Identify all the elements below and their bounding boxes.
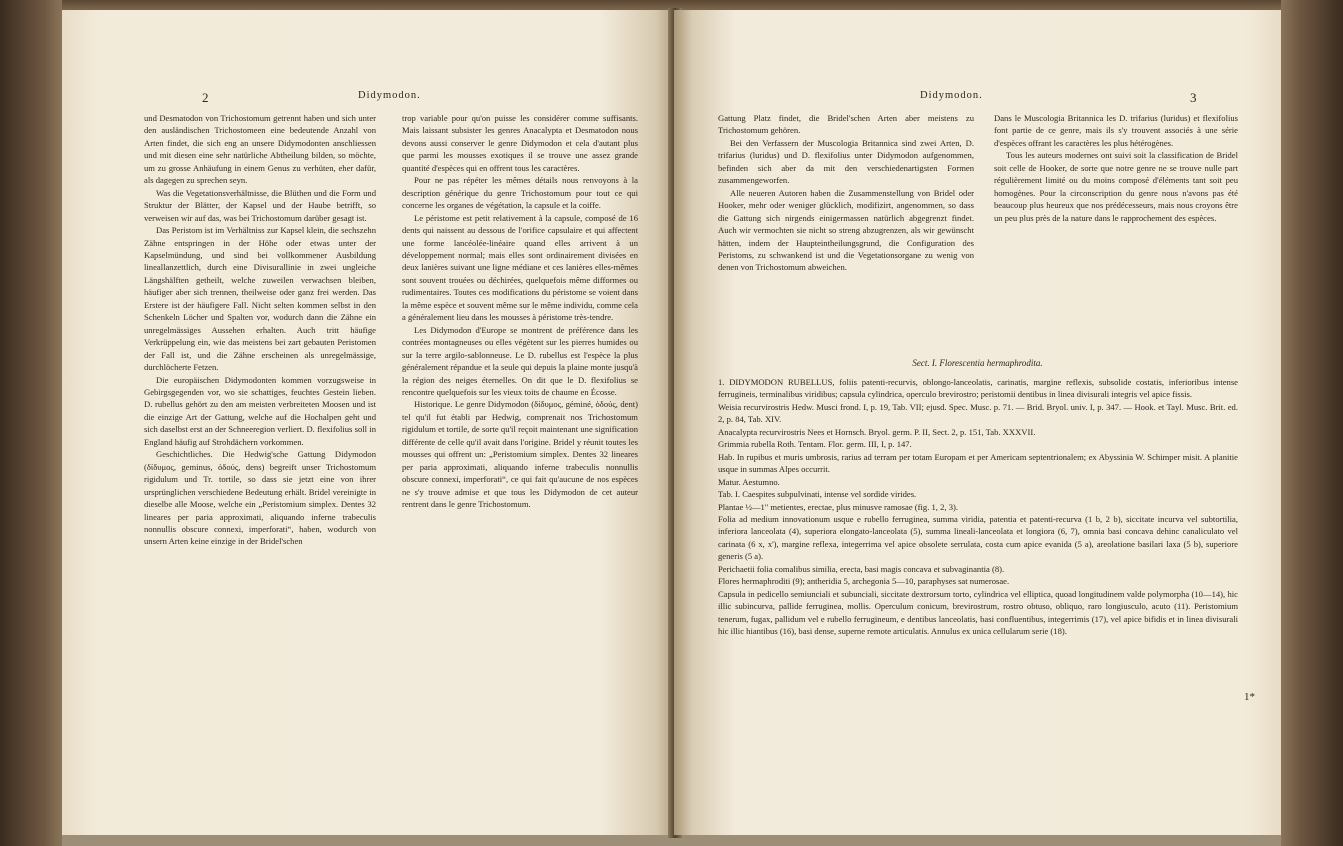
species-paragraph: Flores hermaphroditi (9); antheridia 5, archegonia 5—10, paraphyses sat numerosae. [718,576,1010,587]
paragraph: trop variable pour qu'on puisse les considérer comme suffisants. Mais laissant subsister les genres Anacalypta et Desmatodon nous devons aussi conserver le genre Didymodon et cela d'autant plus que parmi les mousses exotiques il se trouve une assez grande quantité d'espèces qui en offrent tous les caractères. [402,113,638,173]
paragraph: Geschichtliches. Die Hedwig'sche Gattung Didymodon (δίδυμος, geminus, ὀδούς, dens) begreift unser Trichostomum rigidulum und Tr. tortile, so dass sie jetzt eine von ihrer ursprünglichen verschiedene Bedeutung erhält. Bridel vereinigte in dieselbe alle Moose, welche ein „Peristomium simplex. Dentes 32 lineares per paria approximati, aliquando inferne trabeculis nonnullis obscure connexi, imperforati“, haben, wodurch von unsern Arten keine einzige in der Bridel'schen [144,449,376,547]
species-paragraph: Tab. I. Caespites subpulvinati, intense vel sordide virides. [718,489,917,500]
species-paragraph: Grimmia rubella Roth. Tentam. Flor. germ. III, I, p. 147. [718,439,912,450]
species-paragraph: Capsula in pedicello semiunciali et subunciali, siccitate dextrorsum torto, cylindrica vel elliptica, quoad longitudinem valde polymorpha (10—14), hic illic subincurva, pallide ferruginea, mollis. Operculum conicum, brevirostrum, rostro obtuso, obliquo, raro longiusculo, acuto (11). Peristomium tenerum, fugax, pallidum vel e rubello ferrugineum, e dentibus lanceolatis, basi confluentibus, integerrimis (17), vel apice bifidis et in linea divisurali hic illic hiantibus (16), basi dense, superne remote articulatis. Annulus ex unica cellularum serie (18). [718,588,1238,637]
right-column-french [402,112,638,511]
section-title: Sect. I. Florescentia hermaphrodita. [912,358,1043,368]
paragraph: Alle neueren Autoren haben die Zusammenstellung von Bridel oder Hooker, mehr oder weniger glücklich, modifizirt, angenommen, so dass die Gattung sich nirgends einigermassen natürlich abgegrenzt findet. Auch wir vermochten sie nicht so streng abzugrenzen, als wir gewünscht hätten, indem der Haupteintheilungsgrund, die Configuration des Peristoms, zu schwankend ist und die Vegetationsorgane zu wenig von denen von Trichostomum abweichen. [718,187,974,273]
running-header: Didymodon. [358,90,421,101]
species-paragraph: Weisia recurvirostris Hedw. Musci frond. I, p. 19, Tab. VII; ejusd. Spec. Musc. p. 71. — Brid. Bryol. univ. I, p. 347. — Hook. et Tayl. Musc. Brit. ed. 2, p. 84, Tab. XIV. [718,401,1238,425]
species-paragraph: Matur. Aestumno. [718,476,780,487]
paragraph: Tous les auteurs modernes ont suivi soit la classification de Bridel soit celle de Hooker, de sorte que notre genre ne se trouve nulle part régulièrement limité ou du moins composé d'éléments tant soit peu homogènes. Pour la circonscription du genre nous n'avons pas été beaucoup plus heureux que nos prédécesseurs, mais nous croyons être un peu plus près de la nature dans le rapprochement des espèces. [994,150,1238,223]
species-paragraph: 1. DIDYMODON RUBELLUS, foliis patenti-recurvis, oblongo-lanceolatis, carinatis, margine reflexis, subsolide costatis, inferioribus intense ferrugineis, terminalibus viridibus; capsula cylindrica, operculo brevirostro; peristomii dentibus in linea divisurali integris vel apice fissis. [718,377,1238,400]
right-page [674,10,1281,835]
species-paragraph: Hab. In rupibus et muris umbrosis, rarius ad terram per totam Europam et per Americam septentrionalem; ex Abyssinia W. Schimper misit. A planitie usque in summas Alpes occurrit. [718,451,1238,475]
paragraph: Die europäischen Didymodonten kommen vorzugsweise in Gebirgsgegenden vor, wo sie schattiges, feuchtes Gestein lieben. D. rubellus gehört zu den am meisten verbreiteten Moosen und ist die einzige Art der Gattung, welche auf die Hochalpen geht und sich daselbst erst an der Schneeregion verliert. D. flexifolius soll in England häufig auf Strohdächern vorkommen. [144,374,376,447]
paragraph: Gattung Platz findet, die Bridel'schen Arten aber meistens zu Trichostomum gehören. [718,113,974,136]
left-column-german [718,112,974,274]
running-header: Didymodon. [920,90,983,101]
paragraph: Historique. Le genre Didymodon (δίδυμος, géminé, ὀδούς, dent) tel qu'il fut établi par Hedwig, comprenait nos Trichostomum rigidulum et tortile, de sorte qu'il reçoit maintenant une signification différente de celle qu'il avait dans l'origine. Bridel y réunit toutes les mousses qui offrent un: „Peristomium simplex. Dentes 32 lineares per paria approximati, aliquando inferne trabeculis nonnullis obscure connexi, imperforati“, ce qui fait qu'aucune de nos espèces ne s'y trouve admise et que tous les Didymodon de cet auteur rentrent dans le genre Trichostomum. [402,399,638,510]
paragraph: Was die Vegetationsverhältnisse, die Blüthen und die Form und Struktur der Blätter, der Kapsel und der Haube betrifft, so verweisen wir auf das, was bei Trichostomum darüber gesagt ist. [144,187,376,223]
right-column-french [994,112,1238,224]
paragraph: Das Peristom ist im Verhältniss zur Kapsel klein, die sechszehn Zähne entspringen in der Höhe oder etwas unter der Kapselmündung, und sind bei vollkommener Ausbildung lineallanzettlich, durch eine Divisurallinie in zwei ungleiche Längshälften getheilt, welche zuweilen verwachsen bleiben, häufiger aber sich trennen, theilweise oder ganz frei werden. Das Erstere ist der häufigere Fall. Nicht selten kommen selbst in den Schenkeln Löcher und Spalten vor, wodurch dann die Zähne ein unregelmässiges Aussehen erhalten. Auch tritt häufige Verkrüppelung ein, wie das meistens bei zart gebauten Peristomen der Fall ist, und die Zähne erscheinen als unregelmässige, durchlöcherte Fetzen. [144,225,376,373]
paragraph: Pour ne pas répéter les mêmes détails nous renvoyons à la description générique du genre Trichostomum pour tout ce qui concerne les organes de végétation, la capsule et la coiffe. [402,175,638,211]
paragraph: Les Didymodon d'Europe se montrent de préférence dans les contrées montagneuses ou elles végètent sur les pierres humides ou sur la terre argilo-sablonneuse. Le D. rubellus est l'espèce la plus généralement répandue et la seule qui depuis la plaine monte jusqu'à la région des neiges éternelles. On dit que le D. flexifolius se rencontre quelquefois sur les vieux toits de chaume en Écosse. [402,324,638,397]
signature-mark: 1* [1244,691,1255,703]
page-number: 3 [1190,90,1197,105]
species-paragraph: Plantae ½—1" metientes, erectae, plus minusve ramosae (fig. 1, 2, 3). [718,501,959,512]
book-cover-right [1281,0,1343,846]
paragraph: Dans le Muscologia Britannica les D. trifarius (luridus) et flexifolius font partie de ce genre, mais ils s'y trouvent associés à une série d'espèces offrant les caractères les plus hétérogènes. [994,113,1238,148]
species-paragraph: Perichaetii folia comalibus similia, erecta, basi magis concava et subvaginantia (8). [718,563,1005,574]
species-description [718,376,1238,638]
paragraph: Bei den Verfassern der Muscologia Britannica sind zwei Arten, D. trifarius (luridus) und D. flexifolius unter Didymodon aufgenommen, befinden sich aber da mit den verschiedenartigsten Formen zusammengeworfen. [718,137,974,186]
paragraph: und Desmatodon von Trichostomum getrennt haben und sich unter den ausländischen Trichostomeen eine bedeutende Anzahl von Arten findet, die sich eng an unsere Didymodonten anschliessen und mit diesen eine sehr natürliche Abtheilung bilden, so möchte, um zu grosse Anhäufung in einem Genus zu verhüten, eher dafür, als dagegen zu sprechen seyn. [144,113,376,186]
left-page [62,10,674,835]
species-paragraph: Anacalypta recurvirostris Nees et Hornsch. Bryol. germ. P. II, Sect. 2, p. 151, Tab. XXXVII. [718,426,1036,437]
species-paragraph: Folia ad medium innovationum usque e rubello ferruginea, summa viridia, patentia et patenti-recurva (1 b, 2 b), siccitate incurva vel subtortilia, inferiora lanceolata (4), superiora elongato-lanceolata (5), summa lineali-lanceolata et longiora (6, 7), omnia basi concava dehinc canaliculato vel carinata (6 x, x'), margine reflexa, integerrima vel apice obsolete serrulata, costa cum apice evanida (5 a), areolatione basilari laxa (5 b), superiore generis (5 a). [718,513,1238,562]
paragraph: Le péristome est petit relativement à la capsule, composé de 16 dents qui naissent au dessous de l'orifice capsulaire et qui affectent une forme lancéolée-linéaire quand elles arrivent à un développement normal; mais elles sont ordinairement divisées en deux lanières suivant une ligne médiane et ces lanières elles-mêmes sont souvent trouées ou déchirées, quelquefois même difformes ou rudimentaires. Toutes ces modifications du péristome se voient dans la même espèce et souvent même sur le même individu, comme cela a généralement lieu dans les mousses à péristome très-tendre. [402,212,638,323]
book-cover-left [0,0,62,846]
left-column-german [144,112,376,548]
page-number: 2 [202,90,209,105]
